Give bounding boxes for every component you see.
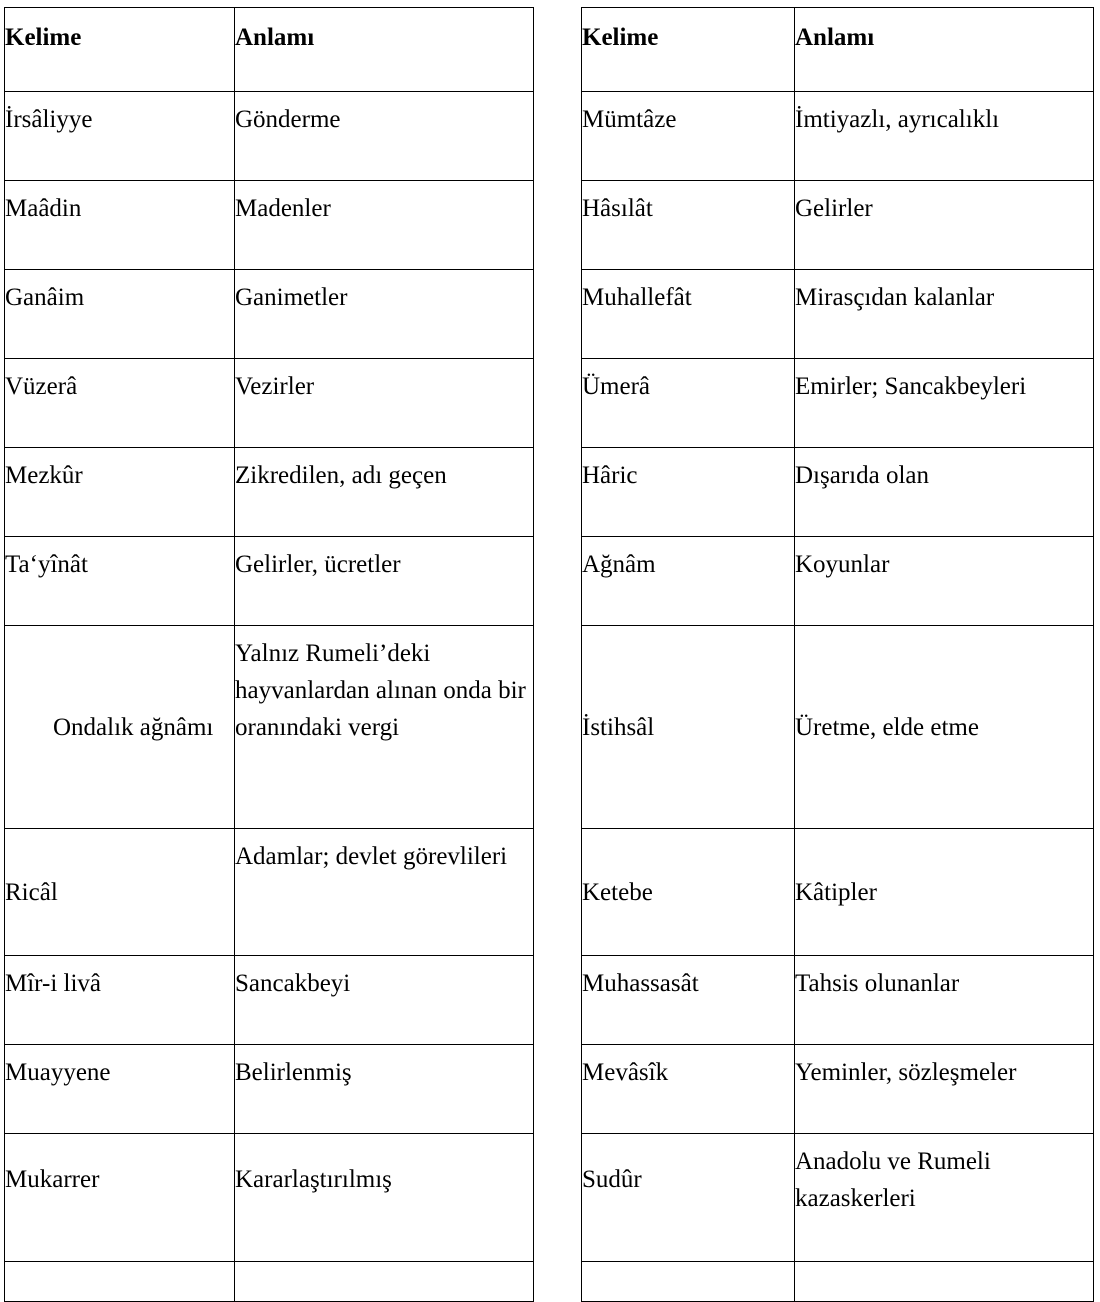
meaning-cell: Gönderme <box>235 92 534 181</box>
meaning-cell: İmtiyazlı, ayrıcalıklı <box>795 92 1094 181</box>
word-cell: Vüzerâ <box>5 359 235 448</box>
table-row <box>582 1045 1094 1134</box>
table-header-row <box>5 8 534 92</box>
meaning-column-header: Anlamı <box>235 8 534 92</box>
table-row <box>5 181 534 270</box>
word-cell: Mümtâze <box>582 92 795 181</box>
meaning-cell <box>235 1262 534 1302</box>
meaning-cell: Gelirler <box>795 181 1094 270</box>
glossary-table-right <box>581 7 1094 1302</box>
word-cell: Mezkûr <box>5 448 235 537</box>
table-row <box>5 1134 534 1262</box>
word-cell <box>582 1262 795 1302</box>
table-row <box>582 270 1094 359</box>
table-row <box>5 829 534 956</box>
table-row <box>5 626 534 829</box>
meaning-column-header: Anlamı <box>795 8 1094 92</box>
table-row <box>5 1045 534 1134</box>
table-row <box>5 270 534 359</box>
table-row <box>5 537 534 626</box>
word-cell: Muhassasât <box>582 956 795 1045</box>
word-cell: Ağnâm <box>582 537 795 626</box>
word-cell: Maâdin <box>5 181 235 270</box>
table-row <box>5 956 534 1045</box>
meaning-cell: Kararlaştırılmış <box>235 1134 534 1262</box>
meaning-cell <box>795 1262 1094 1302</box>
word-cell: Mevâsîk <box>582 1045 795 1134</box>
word-cell: Hâric <box>582 448 795 537</box>
table-row <box>5 1262 534 1302</box>
word-column-header: Kelime <box>5 8 235 92</box>
glossary-table-left <box>4 7 534 1302</box>
word-column-header: Kelime <box>582 8 795 92</box>
meaning-cell: Üretme, elde etme <box>795 626 1094 829</box>
word-cell: Ganâim <box>5 270 235 359</box>
meaning-cell: Vezirler <box>235 359 534 448</box>
meaning-cell: Gelirler, ücretler <box>235 537 534 626</box>
meaning-cell: Ganimetler <box>235 270 534 359</box>
meaning-cell: Belirlenmiş <box>235 1045 534 1134</box>
meaning-cell: Dışarıda olan <box>795 448 1094 537</box>
word-cell: Ta‘yînât <box>5 537 235 626</box>
table-row <box>582 829 1094 956</box>
table-row <box>5 448 534 537</box>
meaning-cell: Zikredilen, adı geçen <box>235 448 534 537</box>
table-row <box>582 956 1094 1045</box>
meaning-cell: Tahsis olunanlar <box>795 956 1094 1045</box>
meaning-cell: Koyunlar <box>795 537 1094 626</box>
table-row <box>582 626 1094 829</box>
meaning-cell: Sancakbeyi <box>235 956 534 1045</box>
word-cell: Ricâl <box>5 829 235 956</box>
meaning-cell: Madenler <box>235 181 534 270</box>
word-cell: Ondalık ağnâmı <box>5 626 235 829</box>
meaning-cell: Yalnız Rumeli’deki hayvanlardan alınan onda bir oranındaki vergi <box>235 626 534 829</box>
table-row <box>582 359 1094 448</box>
table-row <box>582 181 1094 270</box>
table-row <box>582 448 1094 537</box>
word-cell: Mîr-i livâ <box>5 956 235 1045</box>
meaning-cell: Anadolu ve Rumeli kazaskerleri <box>795 1134 1094 1262</box>
meaning-cell: Adamlar; devlet görevlileri <box>235 829 534 956</box>
table-row <box>5 359 534 448</box>
meaning-cell: Kâtipler <box>795 829 1094 956</box>
table-row <box>582 1262 1094 1302</box>
meaning-cell: Yeminler, sözleşmeler <box>795 1045 1094 1134</box>
word-cell: Hâsılât <box>582 181 795 270</box>
meaning-cell: Mirasçıdan kalanlar <box>795 270 1094 359</box>
word-cell: Sudûr <box>582 1134 795 1262</box>
table-header-row <box>582 8 1094 92</box>
word-cell: Mukarrer <box>5 1134 235 1262</box>
word-cell <box>5 1262 235 1302</box>
word-cell: Muhallefât <box>582 270 795 359</box>
word-cell: Ketebe <box>582 829 795 956</box>
table-row <box>582 537 1094 626</box>
table-row <box>582 92 1094 181</box>
word-cell: İstihsâl <box>582 626 795 829</box>
word-cell: Ümerâ <box>582 359 795 448</box>
table-row <box>5 92 534 181</box>
word-cell: Muayyene <box>5 1045 235 1134</box>
table-row <box>582 1134 1094 1262</box>
meaning-cell: Emirler; Sancakbeyleri <box>795 359 1094 448</box>
word-cell: İrsâliyye <box>5 92 235 181</box>
